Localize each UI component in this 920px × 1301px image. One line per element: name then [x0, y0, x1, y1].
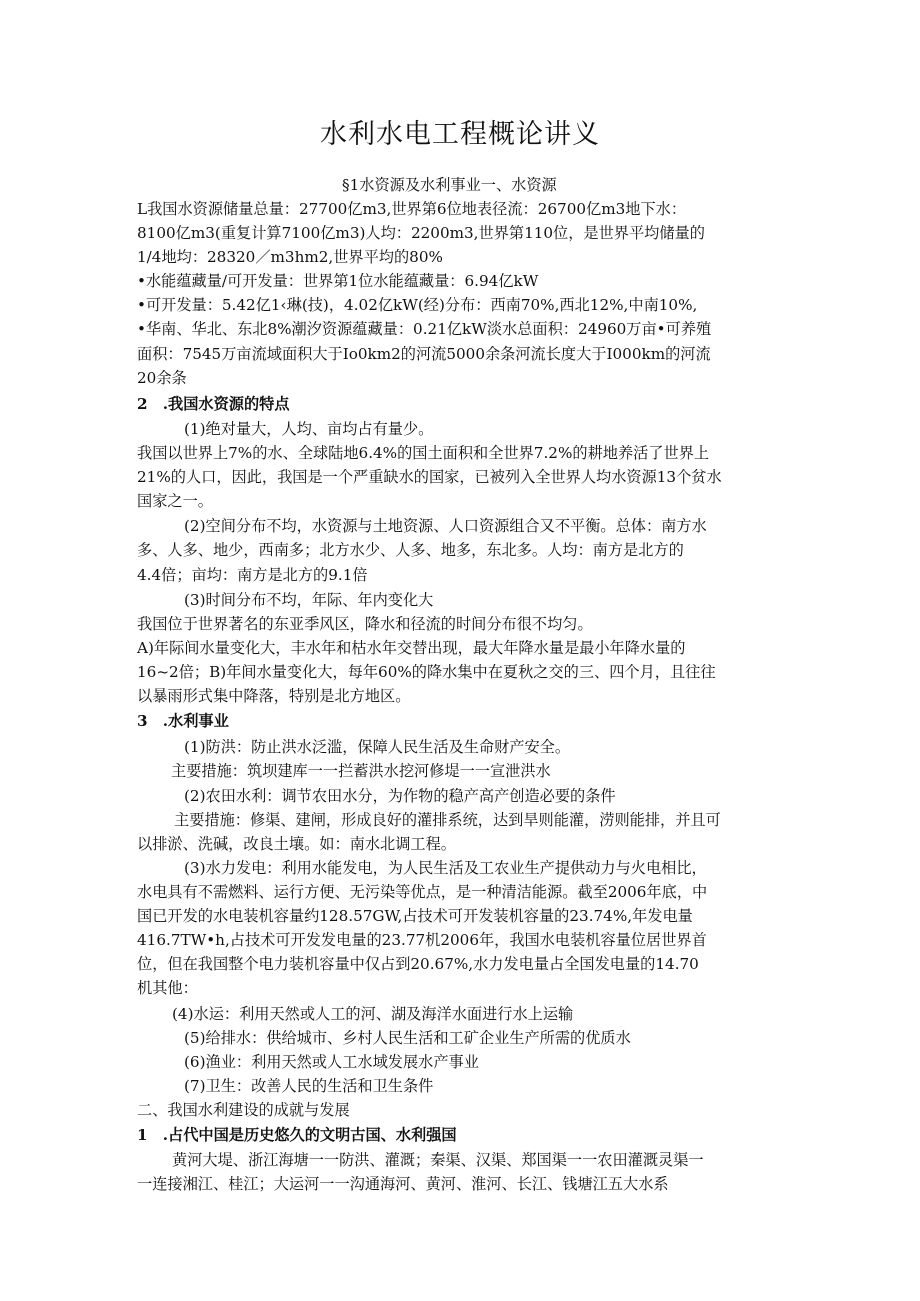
subheading-ancient-china: 1 .占代中国是历史悠久的文明古国、水利强国 [137, 1126, 457, 1144]
text-line: 主要措施：筑坝建库一一拦蓄洪水挖河修堤一一宣泄洪水 [171, 762, 551, 780]
section-heading: §1水资源及水利事业一、水资源 [342, 176, 557, 194]
text-line: 水电具有不需燃料、运行方便、无污染等优点，是一种清洁能源。截至2006年底，中 [137, 883, 708, 901]
text-line: (3)水力发电：利用水能发电，为人民生活及工农业生产提供动力与火电相比， [184, 859, 707, 877]
text-line: 黄河大堤、浙江海塘一一防洪、灌溉；秦渠、汉渠、郑国渠一一农田灌溉灵渠一 [172, 1151, 704, 1169]
text-line: 我国位于世界著名的东亚季风区，降水和径流的时间分布很不均匀。 [137, 615, 593, 633]
text-line: (3)时间分布不均，年际、年内变化大 [184, 591, 434, 609]
text-line: 多、人多、地少，西南多；北方水少、人多、地多，东北多。人均：南方是北方的 [137, 541, 684, 559]
text-line: 面积：7545万亩流域面积大于Io0km2的河流5000余条河流长度大于I000km的河流 [137, 345, 711, 363]
text-line: •水能蕴藏量/可开发量：世界第1位水能蕴藏量：6.94亿kW [137, 272, 539, 290]
text-line: •华南、华北、东北8%潮汐资源蕴藏量：0.21亿kW淡水总面积：24960万亩•可养殖 [137, 320, 712, 338]
text-line: (4)水运：利用天然或人工的河、湖及海洋水面进行水上运输 [172, 1005, 574, 1023]
text-line: 国已开发的水电装机容量约128.57GW,占技术可开发装机容量的23.74%,年发电量 [137, 907, 693, 925]
text-line: •可开发量：5.42亿1‹琳(技)，4.02亿kW(经)分布：西南70%,西北12%,中南10%, [137, 296, 698, 314]
text-line: (2)农田水利：调节农田水分，为作物的稳产高产创造必要的条件 [184, 787, 616, 805]
text-line: L我国水资源储量总量：27700亿m3,世界第6位地表径流：26700亿m3地下水： [137, 200, 687, 218]
text-line: 我国以世界上7%的水、全球陆地6.4%的国土面积和全世界7.2%的耕地养活了世界上 [137, 444, 710, 462]
text-line: (6)渔业：利用天然或人工水域发展水产事业 [184, 1053, 479, 1071]
text-line: 二、我国水利建设的成就与发展 [137, 1101, 350, 1119]
text-line: A)年际间水量变化大，丰水年和枯水年交替出现，最大年降水量是最小年降水量的 [137, 639, 686, 657]
text-line: 机其他： [137, 979, 198, 997]
text-line: 1/4地均：28320／m3hm2,世界平均的80% [137, 248, 443, 266]
text-line: (1)绝对量大，人均、亩均占有量少。 [184, 420, 434, 438]
text-line: 21%的人口，因此，我国是一个严重缺水的国家，已被列入全世界人均水资源13个贫水 [137, 468, 722, 486]
text-line: 416.7TW•h,占技术可开发发电量的23.77机2006年，我国水电装机容量位居世界首 [137, 931, 707, 949]
text-line: 位，但在我国整个电力装机容量中仅占到20.67%,水力发电量占全国发电量的14.70 [137, 955, 699, 973]
text-line: 20余条 [137, 369, 187, 387]
text-line: 以暴雨形式集中降落，特别是北方地区。 [137, 687, 411, 705]
text-line: 8100亿m3(重复计算7100亿m3)人均：2200m3,世界第110位，是世界平均储量的 [137, 224, 705, 242]
text-line: 以排淤、洗碱，改良土壤。如：南水北调工程。 [137, 835, 456, 853]
subheading-water-resources-features: 2 .我国水资源的特点 [137, 395, 290, 413]
document-title: 水利水电工程概论讲义 [320, 119, 600, 150]
text-line: 主要措施：修渠、建闸，形成良好的灌排系统，达到旱则能灌，涝则能排，并且可 [174, 811, 721, 829]
text-line: (5)给排水：供给城市、乡村人民生活和工矿企业生产所需的优质水 [184, 1029, 631, 1047]
text-line: (2)空间分布不均，水资源与土地资源、人口资源组合又不平衡。总体：南方水 [184, 517, 707, 535]
text-line: 16~2倍；B)年间水量变化大，每年60%的降水集中在夏秋之交的三、四个月，且往往 [137, 663, 716, 681]
text-line: 一连接湘江、桂江；大运河一一沟通海河、黄河、淮河、长江、钱塘江五大水系 [137, 1175, 669, 1193]
text-line: 国家之一。 [137, 492, 213, 510]
subheading-water-projects: 3 .水利事业 [137, 712, 229, 730]
text-line: 4.4倍；亩均：南方是北方的9.1倍 [137, 566, 368, 584]
text-line: (7)卫生：改善人民的生活和卫生条件 [184, 1077, 434, 1095]
text-line: (1)防洪：防止洪水泛滥，保障人民生活及生命财产安全。 [184, 738, 571, 756]
